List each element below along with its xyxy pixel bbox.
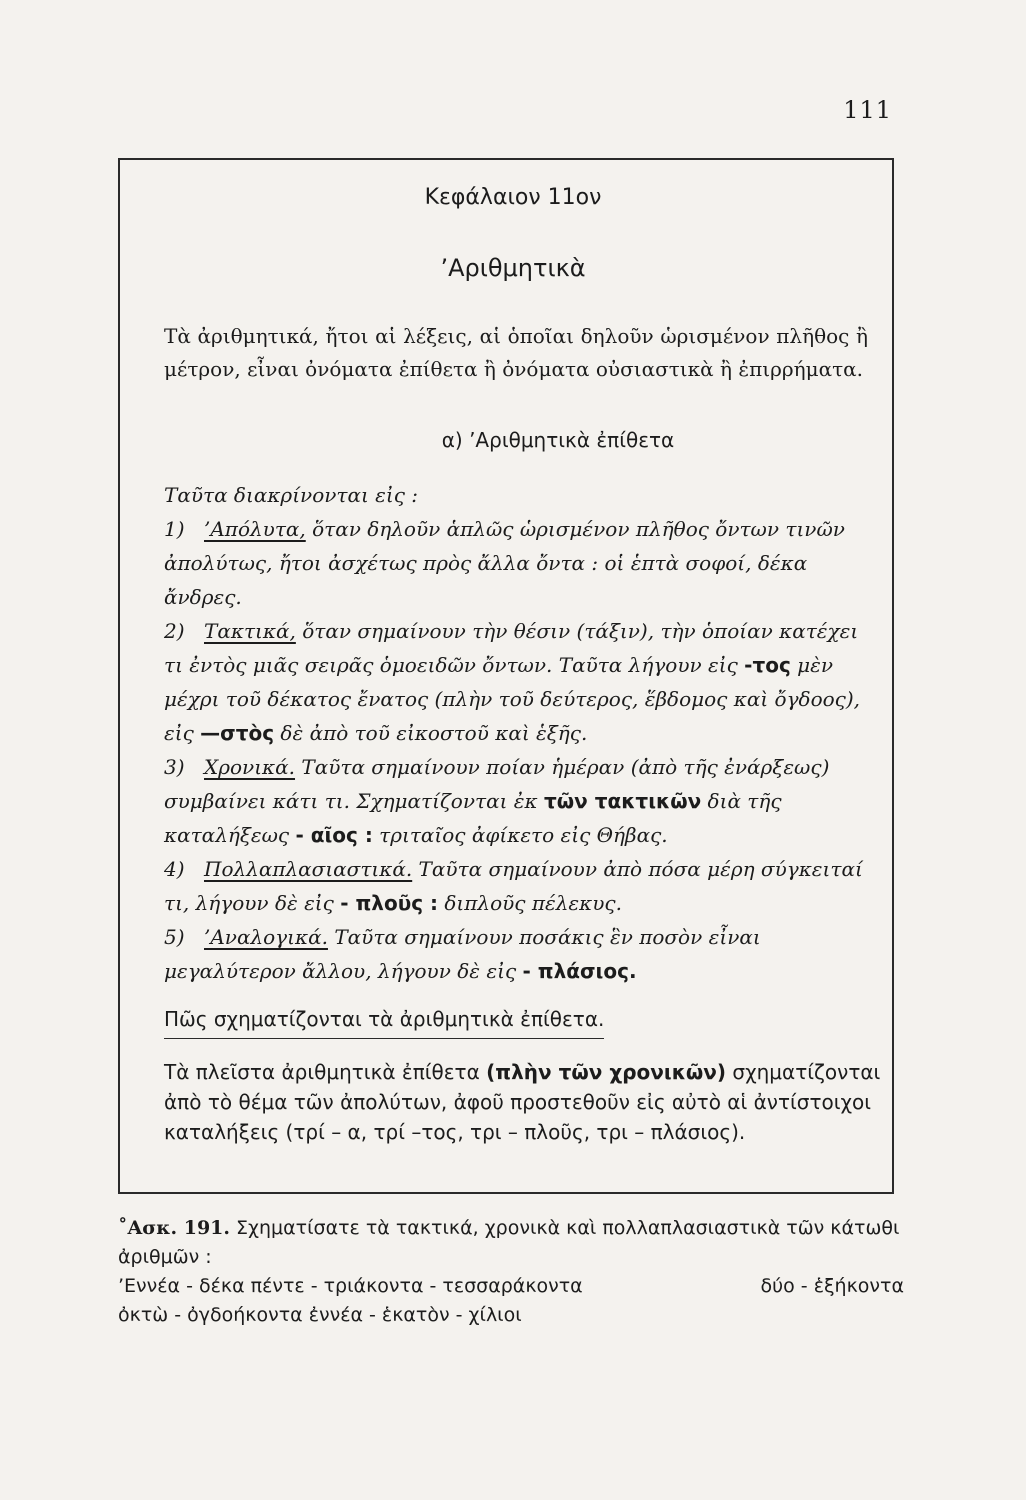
subject-title: ’Αριθμητικὰ [440, 254, 586, 282]
item-text: Ταῦτα σημαίνουν ποίαν ἡμέραν (ἀπὸ τῆς ἐνάρξεως) συμβαίνει κάτι τι. Σχηματίζονται ἐκ [164, 755, 830, 813]
item-text: τριταῖος ἀφίκετο εἰς Θήβας. [372, 823, 668, 847]
item-ordinal [164, 614, 868, 750]
question-heading: Πῶς σχηματίζονται τὰ ἀριθμητικὰ ἐπίθετα. [164, 1004, 604, 1039]
exercise-numbers-line [118, 1272, 904, 1301]
ending-tos: -τος [744, 653, 791, 677]
page-number: 111 [843, 96, 892, 124]
exercise-label: ˚Ασκ. 191. [118, 1217, 230, 1239]
item-number: 3) [164, 755, 185, 779]
ending-stos: —στὸς [200, 721, 275, 745]
intro-paragraph: Τὰ ἀριθμητικά, ἤτοι αἱ λέξεις, αἱ ὁποῖαι δηλοῦν ὡρισμένον πλῆθος ἢ μέτρον, εἶναι ὀνόματα ἐπίθετα ἢ ὀνόματα οὐσιαστικὰ ἢ ἐπιρρήματα. [164, 324, 868, 381]
exercise-instruction [118, 1214, 904, 1272]
exercise-text: Σχηματίσατε τὰ τακτικά, χρονικὰ καὶ πολλαπλασιαστικὰ τῶν κάτωθι ἀριθμῶν : [118, 1217, 900, 1268]
exercise-191 [118, 1214, 904, 1330]
rule-paragraph [164, 1057, 894, 1147]
item-number: 5) [164, 925, 185, 949]
exercise-numbers-line: ὀκτὼ - ὀγδοήκοντα ἐννέα - ἑκατὸν - χίλιοι [118, 1304, 522, 1326]
item-text: μὲν μέχρι τοῦ δέκατος ἔνατος (πλὴν τοῦ δεύτερος, ἕβδομος καὶ ὄγδοος), εἰς [164, 653, 861, 745]
item-term: Πολλαπλασιαστικά. [204, 857, 413, 881]
ending-plous: - πλοῦς : [340, 891, 439, 915]
section-a-title: α) ’Αριθμητικὰ ἐπίθετα [441, 428, 675, 452]
item-number: 4) [164, 857, 185, 881]
item-term: ’Απόλυτα, [204, 517, 306, 541]
item-temporal [164, 750, 868, 852]
rule-text: Τὰ πλεῖστα ἀριθμητικὰ ἐπίθετα [164, 1060, 487, 1084]
chapter-title: Κεφάλαιον 11ον [424, 185, 602, 210]
item-absolute [164, 512, 868, 614]
item-text: Ταῦτα σημαίνουν ποσάκις ἓν ποσὸν εἶναι μεγαλύτερον ἄλλου, λήγουν δὲ εἰς [164, 925, 761, 983]
bold-phrase: τῶν τακτικῶν [543, 789, 702, 813]
rule-bold: (πλὴν τῶν χρονικῶν) [486, 1060, 727, 1084]
item-proportional [164, 920, 868, 988]
formation-rule [164, 1004, 894, 1147]
section-a-lead: Ταῦτα διακρίνονται εἰς : [164, 483, 419, 507]
item-text: ὅταν σημαίνουν τὴν θέσιν (τάξιν), τὴν ὁποίαν κατέχει τι ἐντὸς μιᾶς σειρᾶς ὁμοειδῶν ὄντων. Ταῦτα λήγουν εἰς [164, 619, 859, 677]
item-multiplicative [164, 852, 868, 920]
item-text: διὰ τῆς καταλήξεως [164, 789, 782, 847]
item-number: 2) [164, 619, 185, 643]
rule-text: σχηματίζονται ἀπὸ τὸ θέμα τῶν ἀπολύτων, ἀφοῦ προστεθοῦν εἰς αὐτὸ αἱ ἀντίστοιχοι καταλήξεις (τρί – α, τρί –τος, τρι – πλοῦς, τρι – πλάσιος). [164, 1060, 881, 1144]
item-text: Ταῦτα σημαίνουν ἀπὸ πόσα μέρη σύγκειταί τι, λήγουν δὲ εἰς [164, 857, 863, 915]
item-text: δὲ ἀπὸ τοῦ εἰκοστοῦ καὶ ἑξῆς. [274, 721, 588, 745]
section-a-body [164, 478, 868, 988]
item-term: Τακτικά, [204, 619, 296, 643]
exercise-numbers: ’Εννέα - δέκα πέντε - τριάκοντα - τεσσαράκοντα [118, 1275, 583, 1297]
item-number: 1) [164, 517, 185, 541]
exercise-numbers: δύο - ἑξήκοντα [760, 1275, 904, 1297]
item-term: Χρονικά. [204, 755, 296, 779]
ending-plasios: - πλάσιος. [522, 959, 637, 983]
item-text: ὅταν δηλοῦν ἁπλῶς ὡρισμένον πλῆθος ὄντων τινῶν ἀπολύτως, ἤτοι ἀσχέτως πρὸς ἄλλα ὄντα : οἱ ἑπτὰ σοφοί, δέκα ἄνδρες. [164, 517, 845, 609]
item-term: ’Αναλογικά. [204, 925, 328, 949]
ending-aios: - αῖος : [295, 823, 373, 847]
item-text: διπλοῦς πέλεκυς. [438, 891, 622, 915]
